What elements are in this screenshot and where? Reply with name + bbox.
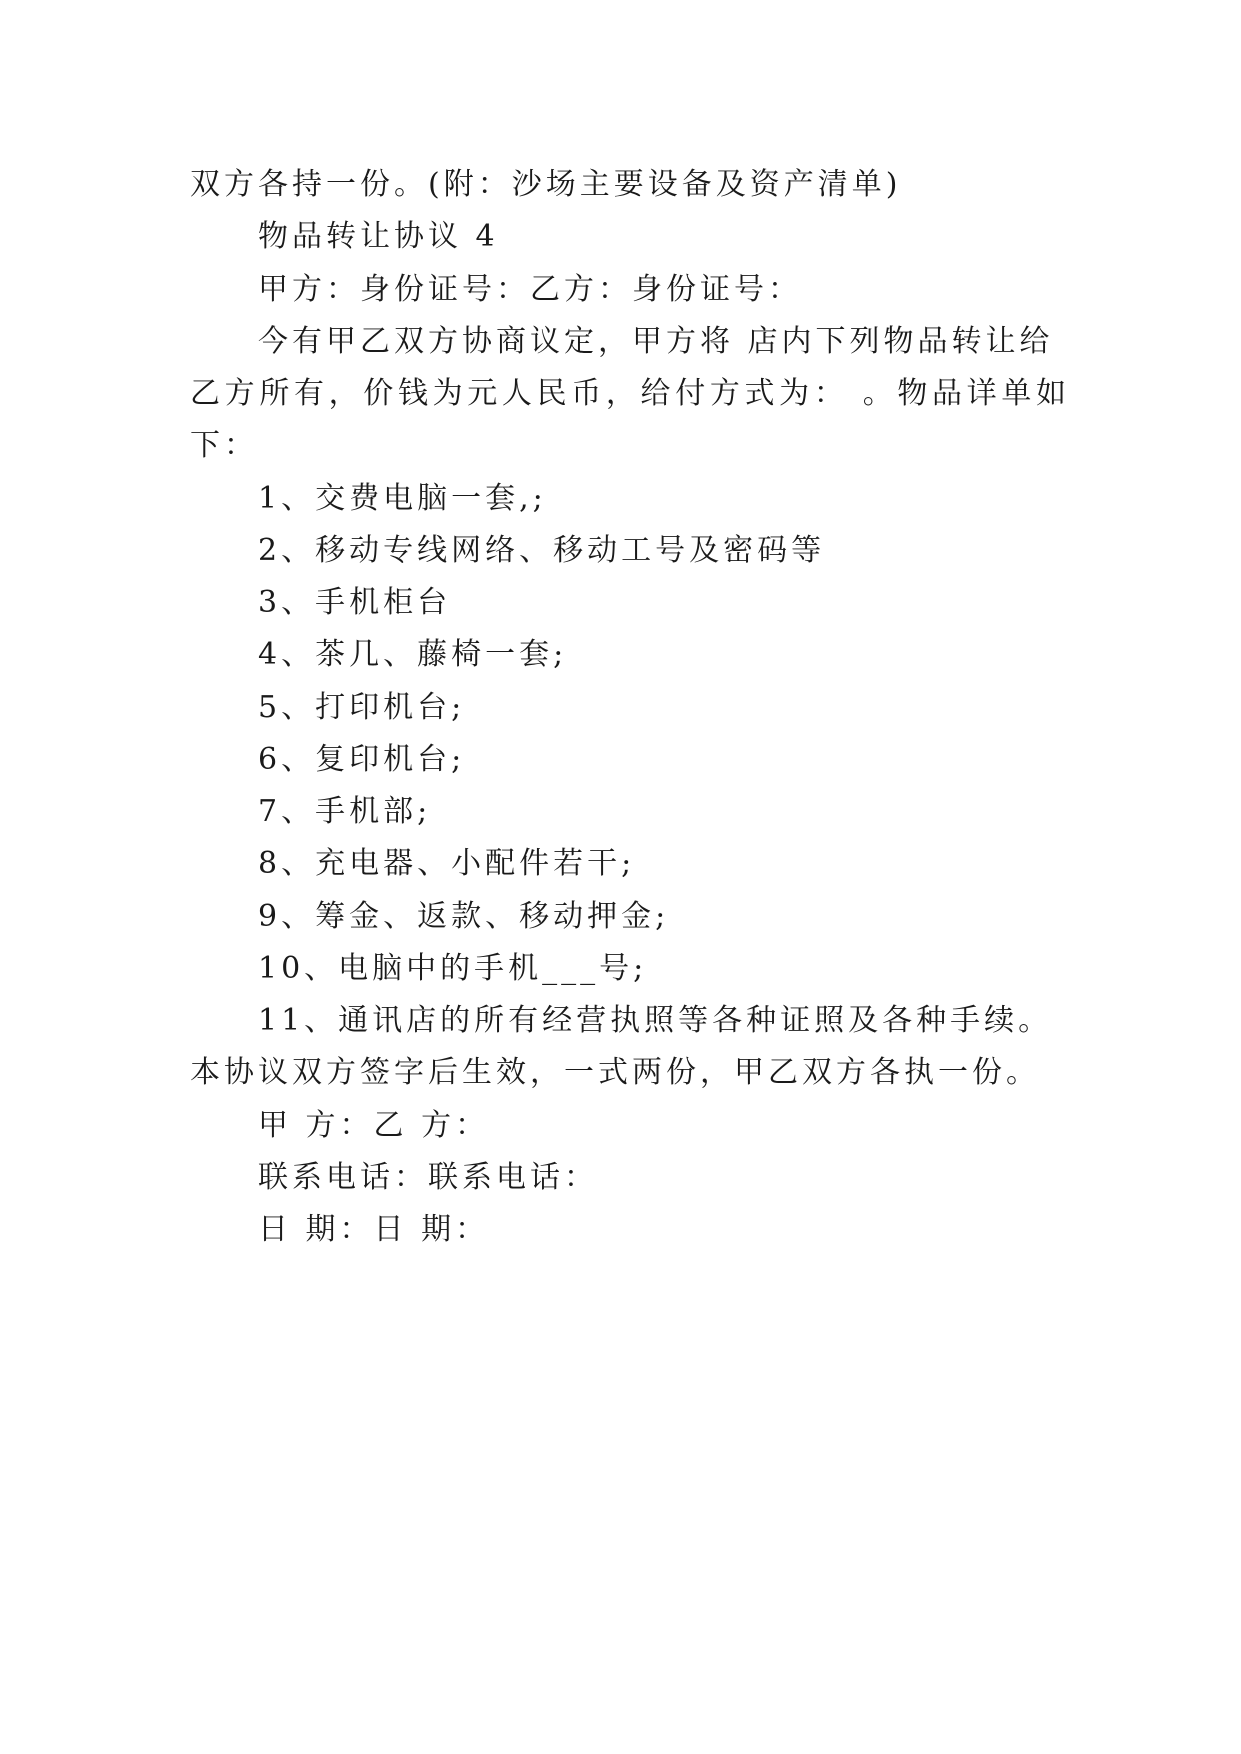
list-item: 7、手机部; xyxy=(258,794,432,829)
section-title: 物品转让协议 4 xyxy=(258,219,499,254)
list-item: 2、移动专线网络、移动工号及密码等 xyxy=(258,533,826,568)
list-item: 6、复印机台; xyxy=(258,742,466,777)
list-item: 4、茶几、藤椅一套; xyxy=(258,637,568,672)
list-item: 1、交费电脑一套,; xyxy=(258,481,547,516)
party-id-line: 甲方：身份证号：乙方：身份证号： xyxy=(258,272,802,307)
paragraph-line: 乙方所有，价钱为元人民币，给付方式为： 。物品详单如 xyxy=(190,376,1070,411)
paragraph-line: 本协议双方签字后生效，一式两份，甲乙双方各执一份。 xyxy=(190,1055,1040,1090)
signature-date-line: 日 期：日 期： xyxy=(258,1212,490,1247)
paragraph-line: 下： xyxy=(190,428,258,463)
list-item: 11、通讯店的所有经营执照等各种证照及各种手续。 xyxy=(258,1003,1053,1038)
list-item: 9、筹金、返款、移动押金; xyxy=(258,899,670,934)
list-item: 5、打印机台; xyxy=(258,690,466,725)
signature-phone-line: 联系电话：联系电话： xyxy=(258,1160,598,1195)
list-item: 8、充电器、小配件若干; xyxy=(258,846,636,881)
paragraph-line: 今有甲乙双方协商议定，甲方将 店内下列物品转让给 xyxy=(258,324,1054,359)
signature-party-line: 甲 方：乙 方： xyxy=(258,1108,490,1143)
list-item: 3、手机柜台 xyxy=(258,585,452,620)
list-item: 10、电脑中的手机___号; xyxy=(258,951,648,986)
paragraph-line: 双方各持一份。(附：沙场主要设备及资产清单) xyxy=(190,167,902,202)
